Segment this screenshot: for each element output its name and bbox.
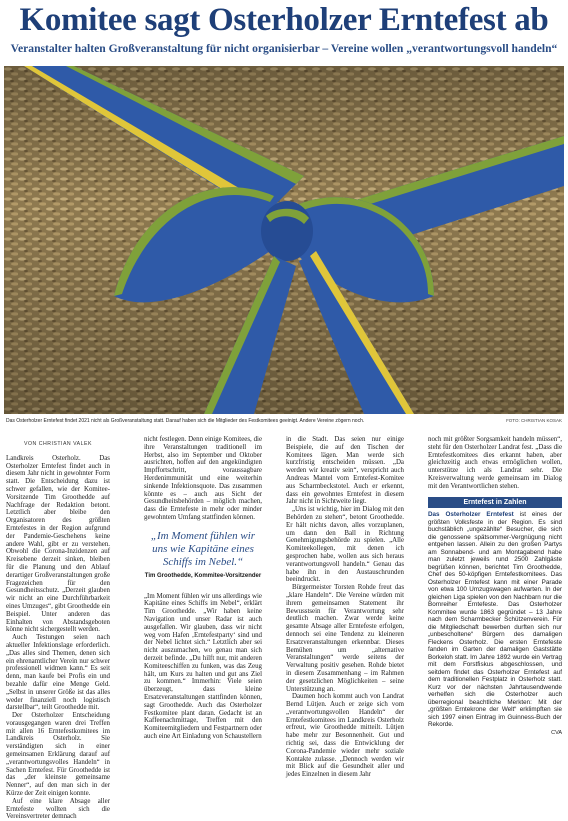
paragraph: Landkreis Osterholz. Das Osterholzer Erntefest findet auch in diesem Jahr nicht in gewohnter Form statt. Die Entscheidung dazu ist schwer gefallen, wie der Komitee-Vorsitzende Tim Groothedde auf Nachfrage der Redaktion betont. Letztlich aber bleibe den Organisatoren des größten Erntefestes in der Region aufgrund der Pandemie-Geschehens keine andere Wahl, gibt er zu verstehen. Obwohl die Corona-Inzidenzen auf Kreisebene derzeit sinken, bleiben für die Planung und den Ablauf derartiger Großveranstaltungen große Fragezeichen für den Gesundheitsschutz. „Derzeit glauben wir nicht an eine Durchführbarkeit eines Umzuges“, gibt Groothedde ein Beispiel. Unter anderen das Einhalten von Abstandsgeboten könne nicht sichergestellt werden.: [6, 454, 110, 634]
author-byline: VON CHRISTIAN VALEK: [24, 441, 92, 447]
paragraph: „Uns ist wichtig, hier im Dialog mit den Behörden zu stehen“, betont Groothedde. Er hält nichts davon, alles vorzuplanen, um dann den Ball in Richtung Genehmigungsbehörde zu spielen. „Alle Komiteekollegen, mit denen ich gesprochen habe, wollen aus sich heraus verantwortungsvoll handeln.“ Genau das habe ihn in den Austauschrunden beeindruckt.: [286, 506, 404, 584]
paragraph: „Im Moment fühlen wir uns allerdings wie Kapitäne eines Schiffs im Nebel“, erklärt Tim Groothedde. „Wir haben keine Navigation und unser Radar ist auch ausgefallen. Wir glauben, dass wir nicht weg vom Hafen ‚Erntefestparty‘ sind und der Nebel lichtet sich.“ Letztlich aber sei nicht auszumachen, wo genau man sich derzeit befinde. „Du hilft nur, mit anderen Komiteeschiffen zu funken, was das Zeug hält, um Kurs zu halten und gut ans Ziel zu kommen.“ Immerhin: Viele seien überzeugt, dass kleine Ersatzveranstaltungen stattfinden können, sagt Groothedde. Auch das Osterholzer Festkomitee plant daran. Gedacht ist an Kaffeenachmittage, Treffen mit den Komiteemitgliedern und Festpartnern oder auch eine Art Einladung von Schaustellern: [144, 592, 262, 740]
paragraph: Bürgermeister Torsten Rohde freut das „klare Handeln“. Die Vereine würden mit ihrem gemeinsamen Statement ihr Bewusstsein für Verantwortung sehr deutlich machen. Zwar werde keine gesamte Absage aller Erntefeste erfolgen, dennoch sei eine Tendenz zu kleineren Ersatzveranstaltungen erkennbar. Dieses Bemühen um „alternative Veranstaltungen“ werde seitens der Verwaltung positiv gesehen. Rohde bietet in diesem Zusammenhang – im Rahmen der gesetzlichen Möglichkeiten – seine Unterstützung an.: [286, 584, 404, 693]
paragraph: noch mit größter Sorgsamkeit handeln müssen“, steht für den Osterholzer Landrat fest. „Dass die Erntefestkomitees dies erkannt haben, aber gleichzeitig auch etwas ermöglichen wollen, unterstütze ich als Landrat sehr. Die Kreisverwaltung werde gemeinsam im Dialog mit den Verantwortlichen stehen.: [428, 436, 562, 490]
subheadline: Veranstalter halten Großveranstaltung für nicht organisierbar – Vereine wollen „verantwortungsvoll handeln“: [10, 42, 558, 55]
article-column-2: [144, 436, 262, 741]
pull-quote: „Im Moment fühlen wir uns wie Kapitäne eines Schiffs im Nebel.“: [150, 529, 256, 568]
paragraph: Daumen hoch kommt auch von Landrat Bernd Lütjen. Auch er zeige sich vom „verantwortungsvollen Handeln“ der Erntefestkomitees im Landkreis Osterholz erfreut, wie Groothedde mitteilt. Lütjen habe mehr zur Besonnenheit. Gut und richtig sei, dass die Entwicklung der Corona-Pandemie wieder mehr soziale Kontakte zulasse. „Dennoch werden wir mit Blick auf die Gesundheit aller und jedes Einzelnen in diesem Jahr: [286, 693, 404, 779]
article-photo: [4, 66, 564, 414]
paragraph: nicht festlegen. Denn einige Komitees, die ihre Veranstaltungen traditionell im Herbst, also im September und Oktober ausrichten, hoffen auf den angekündigten Impffortschritt, voraussagbare Herdenimmunität und eine weiterhin sinkende Infektionsquote. Das zusammen könnte es – auch aus Sicht der Gesundheitsbehörden – möglich machen, dass die Erntefeste in mehr oder minder gewohntem Umfang stattfinden können.: [144, 436, 262, 521]
paragraph: Auf eine klare Absage aller Erntefeste wollten sich die Vereinsvertreter demnach: [6, 797, 110, 821]
info-box-text: [428, 511, 562, 729]
article-column-1: [6, 436, 110, 821]
info-box-signature: CVA: [551, 729, 562, 736]
photo-caption-row: [6, 418, 562, 424]
article-column-3: [286, 436, 404, 779]
article-column-4: [428, 436, 562, 738]
harvest-crown-ribbon-image: [4, 66, 564, 414]
photo-caption: Das Osterholzer Erntefest findet 2021 nicht als Großveranstaltung statt. Darauf haben sich die Mitglieder des Festkomitees geeinigt. Andere Vereine zögern noch.: [6, 418, 365, 424]
paragraph: in die Stadt. Das seien nur einige Beispiele, die auf den Tischen der Komitees lägen. Man werde sich kurzfristig entscheiden müssen. „Da werden wir kreativ sein“, verspricht auch Andreas Mantel vom Erntefest-Komitee aus Scharmbeckstotel. Auch er erkennt, dass ein gewohntes Erntefest in diesem Jahr nicht in Sichtweite liegt.: [286, 436, 404, 506]
paragraph: Der Osterholzer Entscheidung vorausgegangen waren drei Treffen mit allen 16 Erntefestkomitees im Landkreis Osterholz. Sie verständigten sich in einer gemeinsamen Erklärung darauf auf „verantwortungsvolles Handeln“ in Sachen Erntefest. Für Groothedde ist das „der kleinste gemeinsame Nenner“, auf den man sich in der Kürze der Zeit einigen konnte.: [6, 712, 110, 798]
info-box-body: ist eines der größten Volksfeste in der Region. Es sind buchstäblich „ungezählte“ Besucher, die sich die genossene spätsommer-Vergnügung nicht entgehen lassen. Allein zu den großen Partys am Sonnabend- und am Montagabend habe man zuletzt jeweils rund 2500 Zahlgäste begrüßen können, berichtet Tim Groothedde, Chef des 50-köpfigen Erntefestkomitees. Das Osterholzer Erntefest kann mit einer Parade von etwa 100 Umzugswagen aufwarten. In der gleichen Liga spielen von den Nachbarn nur die Bornreiher Erntefeste. Das Osterholzer Kommitee wurde 1863 gegründet – 13 Jahre nach dem Scharmbecker Schützenverein. Für die Mitgliedschaft bewerben durften sich nur „unbescholtene“ Bürgern des damaligen Fleckens Osterholz. Die ersten Erntefeste fanden im Garten der damaligen Gaststätte Borkeloh statt. Im Jahre 1892 wurde ein Vertrag mit dem Forstfiskus abgeschlossen, und seitdem findet das Osterholzer Erntefest auf dem traditionellen Festplatz in Osterholz statt. Kurz vor der nächsten Jahrtausendwende verhelfen sich die Osterholzer auch überregional beachtliche Merkten: Mit der „größten Erntekrone der Welt“ erklimpften sie sich 1997 einen Eintrag im Guinness-Buch der Rekorde.: [428, 511, 563, 729]
headline: Komitee sagt Osterholzer Erntefest ab: [19, 2, 549, 38]
photo-credit: FOTO: CHRISTIAN KOSAK: [506, 418, 562, 423]
paragraph: Auch Testungen seien nach aktueller Infektionslage erforderlich. „Das alles sind Themen, denen sich ein ehrenamtlicher Verein nur schwer professionell widmen kann.“ Es seit denn, man kaufe bei Profis ein und bezahle dafür eine Menge Geld. „Selbst in unserer Größe ist das alles weder finanziell noch logistisch darstellbar“, teilt Groothedde mit.: [6, 634, 110, 712]
info-box-title: Erntefest in Zahlen: [428, 497, 562, 509]
pull-quote-source: Tim Groothedde, Kommitee-Vorsitzender: [144, 572, 262, 579]
info-box-lead: Das Osterholzer Erntefest: [428, 511, 514, 519]
